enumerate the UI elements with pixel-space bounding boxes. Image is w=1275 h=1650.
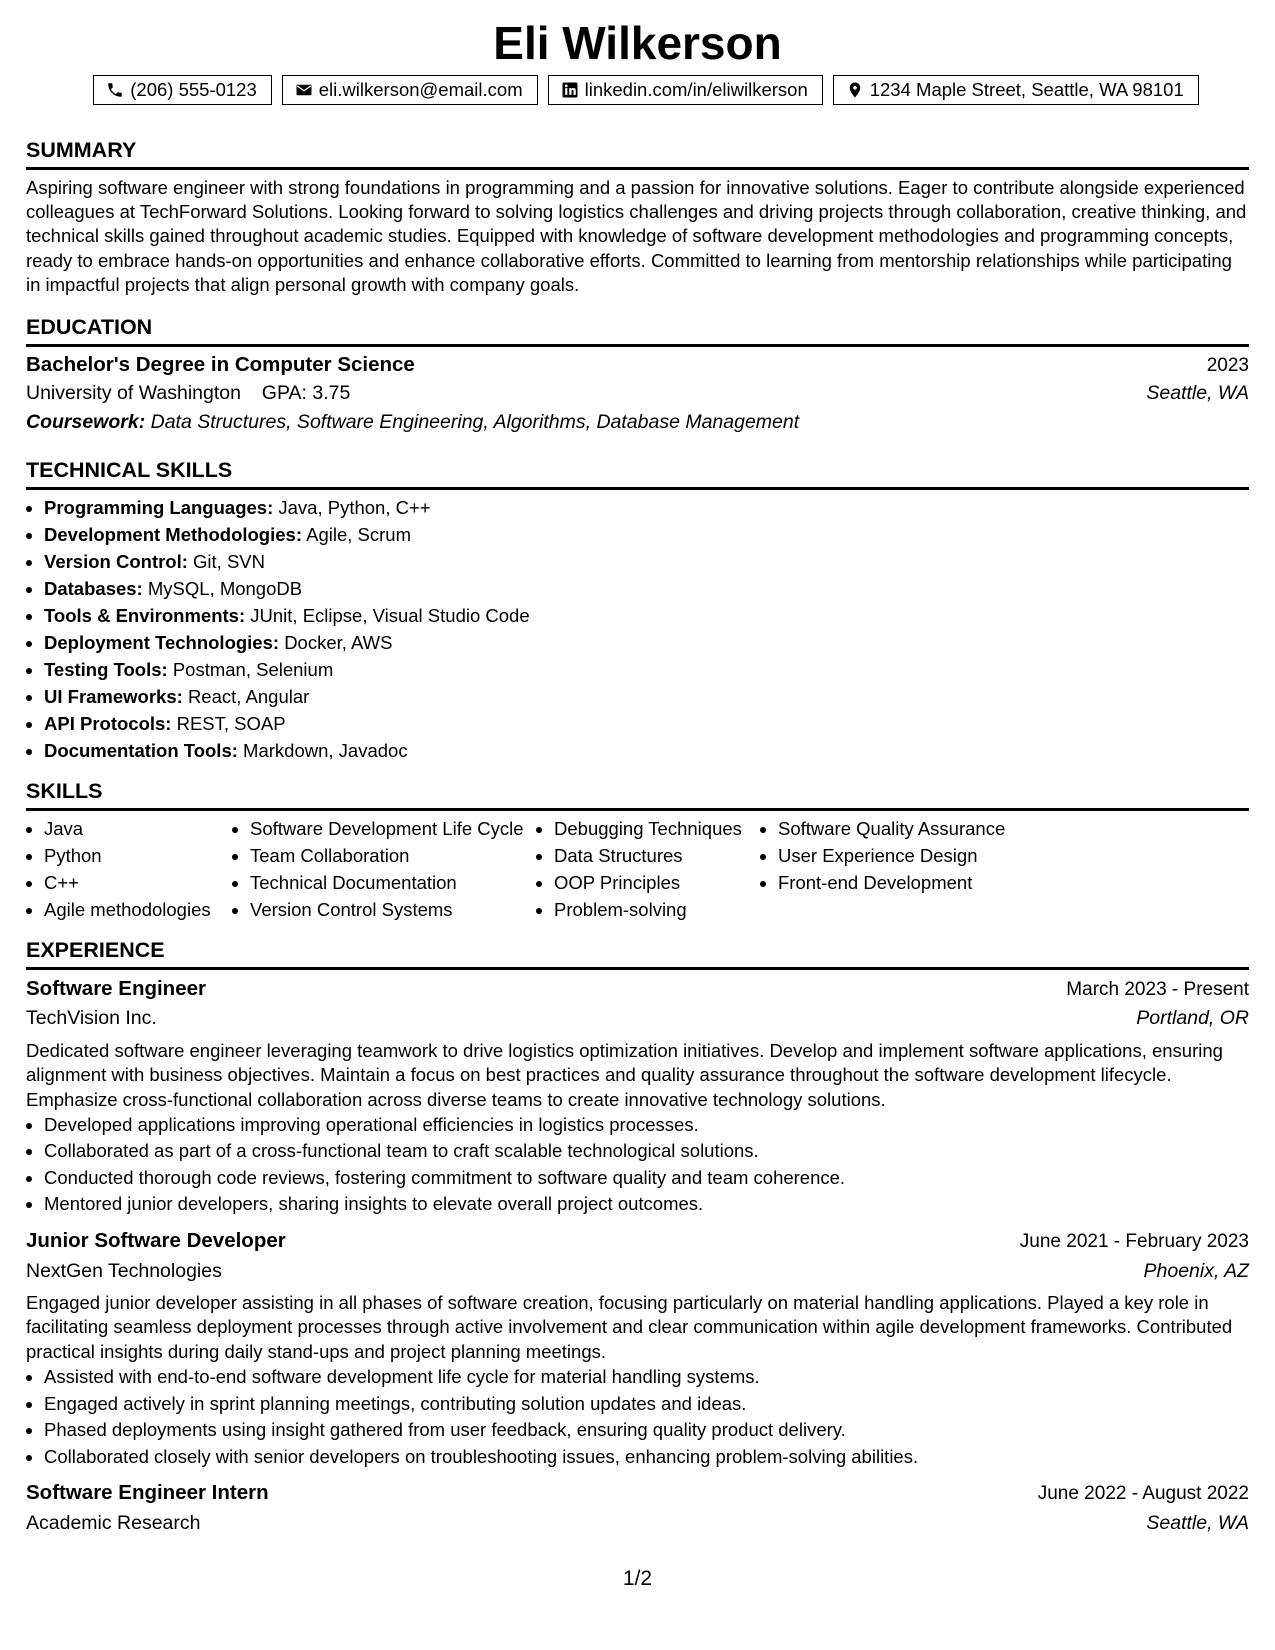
list-item: • Team Collaboration	[250, 842, 536, 869]
summary-section	[26, 137, 1249, 298]
phone-text: (206) 555-0123	[130, 78, 257, 100]
job-bullets	[26, 1364, 1249, 1470]
job-title: Software Engineer	[26, 976, 206, 1000]
technical-skills-list	[26, 494, 1249, 764]
list-item: • Software Quality Assurance	[778, 815, 1058, 842]
resume-page	[26, 0, 1249, 1536]
school-location: Seattle, WA	[1146, 382, 1249, 405]
list-item: • Assisted with end-to-end software development life cycle for material handling systems.	[44, 1364, 1249, 1391]
list-item: • Engaged actively in sprint planning meetings, contributing solution updates and ideas.	[44, 1391, 1249, 1418]
coursework-list: Data Structures, Software Engineering, Algorithms, Database Management	[150, 410, 800, 433]
section-title-skills: SKILLS	[26, 778, 1249, 811]
job-entry	[26, 1480, 1249, 1536]
skill-value: Git, SVN	[193, 550, 266, 572]
skill-label: Version Control:	[44, 550, 188, 572]
coursework-label: Coursework:	[26, 410, 146, 433]
company-name: TechVision Inc.	[26, 1007, 157, 1030]
contact-email[interactable]	[282, 75, 538, 105]
skill-label: Deployment Technologies:	[44, 631, 280, 653]
skills-columns	[26, 815, 1249, 923]
list-item: • OOP Principles	[554, 869, 760, 896]
contact-bar	[26, 75, 1249, 105]
degree-title: Bachelor's Degree in Computer Science	[26, 352, 415, 376]
job-header-row	[26, 976, 1249, 1003]
list-item	[44, 656, 1249, 683]
list-item	[44, 575, 1249, 602]
phone-icon	[106, 81, 124, 99]
school-name: University of Washington	[26, 382, 241, 405]
list-item	[44, 710, 1249, 737]
company-name: Academic Research	[26, 1511, 201, 1534]
list-item: • Conducted thorough code reviews, fostering commitment to software quality and team coherence.	[44, 1165, 1249, 1192]
job-title: Software Engineer Intern	[26, 1481, 269, 1505]
skill-label: Programming Languages:	[44, 496, 274, 518]
job-dates: June 2022 - August 2022	[1037, 1483, 1249, 1505]
job-location: Portland, OR	[1136, 1007, 1249, 1030]
list-item	[44, 629, 1249, 656]
candidate-name: Eli Wilkerson	[493, 17, 782, 69]
skills-column-2	[232, 815, 536, 923]
contact-address	[833, 75, 1199, 105]
graduation-year: 2023	[1206, 354, 1249, 376]
list-item: • Mentored junior developers, sharing insights to elevate overall project outcomes.	[44, 1191, 1249, 1218]
coursework-line	[26, 410, 1249, 435]
job-description: Dedicated software engineer leveraging teamwork to drive logistics optimization initiatives. Develop and implement software applications, ensuring alignment with business objectives. Maintain a focus on best practices and quality assurance throughout the software development lifecycle. Emphasize cross-functional collaboration across diverse teams to create innovative technology solutions.	[26, 1039, 1223, 1110]
location-pin-icon	[846, 81, 864, 99]
skill-label: Documentation Tools:	[44, 739, 238, 761]
education-header-row	[26, 352, 1249, 379]
gpa: GPA: 3.75	[261, 382, 351, 405]
school-line	[26, 381, 350, 406]
job-dates: June 2021 - February 2023	[1019, 1230, 1249, 1252]
job-location: Phoenix, AZ	[1143, 1259, 1249, 1282]
skill-value: Java, Python, C++	[278, 496, 431, 518]
skills-section	[26, 778, 1249, 923]
list-item: • Problem-solving	[554, 896, 760, 923]
contact-phone	[93, 75, 272, 105]
list-item: • Agile methodologies	[44, 896, 232, 923]
skill-value: Markdown, Javadoc	[243, 739, 408, 761]
education-section	[26, 314, 1249, 435]
list-item	[44, 521, 1249, 548]
list-item: • Data Structures	[554, 842, 760, 869]
company-name: NextGen Technologies	[26, 1259, 222, 1282]
list-item: • Software Development Life Cycle	[250, 815, 536, 842]
skill-value: JUnit, Eclipse, Visual Studio Code	[250, 604, 530, 626]
summary-text: Aspiring software engineer with strong foundations in programming and a passion for innovative solutions. Eager to contribute alongside experienced colleagues at TechForward Solutions. Looking forward to solving logistics challenges and driving projects through collaboration, creative thinking, and technical skills gained throughout academic studies. Equipped with knowledge of software development methodologies and programming concepts, ready to embrace hands-on opportunities and enhance collaborative efforts. Committed to learning from mentorship relationships while participating in impactful projects that align personal growth with company goals.	[26, 176, 1247, 296]
technical-skills-section	[26, 457, 1249, 764]
skill-value: Docker, AWS	[284, 631, 393, 653]
email-text: eli.wilkerson@email.com	[318, 78, 523, 100]
section-title-summary: SUMMARY	[26, 137, 1249, 170]
list-item: • C++	[44, 869, 232, 896]
skill-label: API Protocols:	[44, 712, 172, 734]
job-entry	[26, 1228, 1249, 1470]
skill-label: UI Frameworks:	[44, 685, 183, 707]
skill-label: Testing Tools:	[44, 658, 168, 680]
section-title-education: EDUCATION	[26, 314, 1249, 347]
job-location: Seattle, WA	[1146, 1511, 1249, 1534]
job-header-row	[26, 1228, 1249, 1255]
list-item: • Phased deployments using insight gathered from user feedback, ensuring quality product delivery.	[44, 1417, 1249, 1444]
job-dates: March 2023 - Present	[1066, 978, 1249, 1000]
list-item	[44, 602, 1249, 629]
job-title: Junior Software Developer	[26, 1228, 286, 1252]
page-number: 1/2	[622, 1567, 653, 1590]
skill-label: Development Methodologies:	[44, 523, 302, 545]
skills-column-1	[26, 815, 232, 923]
skill-value: React, Angular	[187, 685, 310, 707]
list-item	[44, 683, 1249, 710]
experience-section	[26, 937, 1249, 1536]
job-entry	[26, 976, 1249, 1218]
list-item: • Developed applications improving operational efficiencies in logistics processes.	[44, 1112, 1249, 1139]
list-item: • Collaborated as part of a cross-functional team to craft scalable technological solutions.	[44, 1138, 1249, 1165]
address-text: 1234 Maple Street, Seattle, WA 98101	[869, 78, 1184, 100]
skill-value: Agile, Scrum	[306, 523, 411, 545]
education-school-row	[26, 381, 1249, 406]
linkedin-text: linkedin.com/in/eliwilkerson	[584, 78, 808, 100]
skill-value: MySQL, MongoDB	[147, 577, 303, 599]
list-item: • Technical Documentation	[250, 869, 536, 896]
job-bullets	[26, 1112, 1249, 1218]
list-item: • Front-end Development	[778, 869, 1058, 896]
job-company-row	[26, 1006, 1249, 1031]
job-header-row	[26, 1480, 1249, 1507]
list-item: • Collaborated closely with senior developers on troubleshooting issues, enhancing problem-solving abilities.	[44, 1444, 1249, 1471]
contact-linkedin[interactable]	[548, 75, 823, 105]
job-description: Engaged junior developer assisting in all phases of software creation, focusing particularly on material handling applications. Played a key role in facilitating seamless deployment processes through active involvement and clear communication within agile development frameworks. Contributed practical insights during daily stand-ups and project planning meetings.	[26, 1291, 1233, 1362]
skill-label: Tools & Environments:	[44, 604, 246, 626]
list-item	[44, 548, 1249, 575]
list-item	[44, 737, 1249, 764]
linkedin-icon	[561, 81, 579, 99]
skills-column-4	[760, 815, 1058, 923]
skill-value: Postman, Selenium	[172, 658, 334, 680]
list-item	[44, 494, 1249, 521]
list-item: • User Experience Design	[778, 842, 1058, 869]
skill-label: Databases:	[44, 577, 143, 599]
list-item: • Java	[44, 815, 232, 842]
job-company-row	[26, 1511, 1249, 1536]
skill-value: REST, SOAP	[176, 712, 286, 734]
skills-column-3	[536, 815, 760, 923]
list-item: • Python	[44, 842, 232, 869]
list-item: • Debugging Techniques	[554, 815, 760, 842]
section-title-experience: EXPERIENCE	[26, 937, 1249, 970]
job-company-row	[26, 1259, 1249, 1284]
list-item: • Version Control Systems	[250, 896, 536, 923]
section-title-technical-skills: TECHNICAL SKILLS	[26, 457, 1249, 490]
envelope-icon	[295, 81, 313, 99]
